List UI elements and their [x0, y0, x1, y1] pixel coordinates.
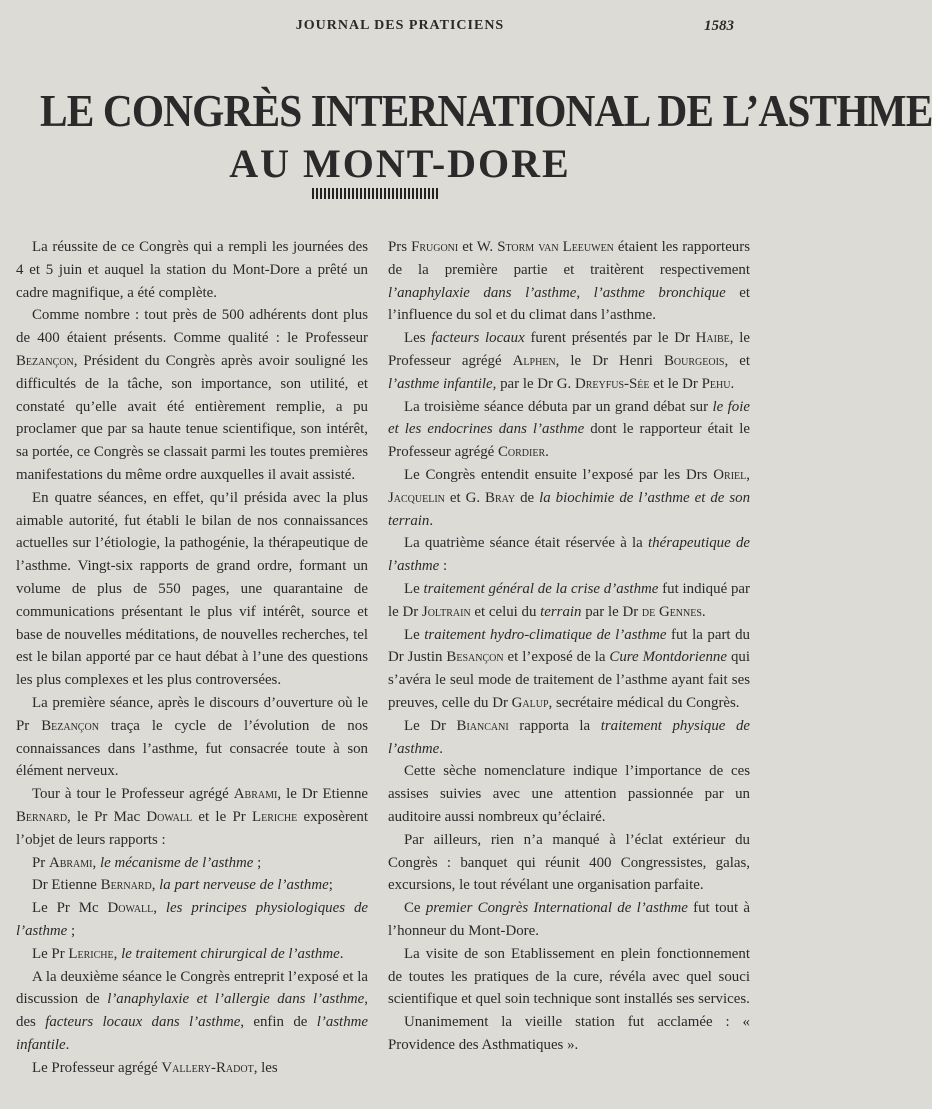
- paragraph: Le traitement général de la crise d’asthme fut indiqué par le Dr Joltrain et celui du terrain par le Dr de Gennes.: [388, 580, 750, 620]
- list-item: Pr Abrami, le mécanisme de l’asthme ;: [32, 854, 262, 871]
- list-item: Dr Etienne Bernard, la part nerveuse de l’asthme;: [32, 877, 333, 894]
- paragraph: Tour à tour le Professeur agrégé Abrami, le Dr Etienne Bernard, le Pr Mac Dowall et le Pr Leriche exposèrent l’objet de leurs rapports :: [16, 786, 369, 848]
- title-ornament-rule: [312, 188, 440, 199]
- paragraph: Le Dr Biancani rapporta la traitement physique de l’asthme.: [388, 717, 750, 757]
- paragraph: La visite de son Etablissement en plein fonctionnement de toutes les pratiques de la cure, révéla avec quel souci scientifique et quel soin technique sont installés ses services.: [388, 945, 750, 1008]
- article-title-line-2: AU MONT-DORE: [229, 141, 571, 186]
- left-column: [16, 236, 368, 1096]
- paragraph: Ce premier Congrès International de l’asthme fut tout à l’honneur du Mont-Dore.: [388, 900, 750, 939]
- paragraph: Cette sèche nomenclature indique l’importance de ces assises suivies avec une attention passionnée par un auditoire aussi nombreux qu’éclairé.: [388, 763, 750, 825]
- list-item: Le Pr Leriche, le traitement chirurgical de l’asthme.: [32, 945, 344, 962]
- page-number: 1583: [704, 18, 734, 34]
- list-item: Le Pr Mc Dowall, les principes physiologiques de l’asthme ;: [16, 900, 368, 939]
- paragraph: La quatrième séance était réservée à la thérapeutique de l’asthme :: [388, 535, 750, 575]
- article-title-line-1: LE CONGRÈS INTERNATIONAL DE L’ASTHME: [40, 85, 932, 136]
- journal-title: JOURNAL DES PRATICIENS: [295, 18, 505, 33]
- running-header: [0, 18, 800, 40]
- paragraph: Le traitement hydro-climatique de l’asthme fut la part du Dr Justin Besançon et l’exposé de la Cure Montdorienne qui s’avéra le seul mode de traitement de l’asthme ayant fait ses preuves, celle du Dr Galup, secrétaire médical du Congrès.: [388, 626, 750, 711]
- paragraph: La première séance, après le discours d’ouverture où le Pr Bezançon traça le cycle de l’évolution de nos connaissances dans l’asthme, fut consacrée toute à son élément nerveux.: [16, 694, 368, 780]
- paragraph: Unanimement la vieille station fut acclamée : « Providence des Asthmatiques ».: [388, 1014, 750, 1053]
- paragraph: La réussite de ce Congrès qui a rempli les journées des 4 et 5 juin et auquel la station du Mont-Dore a prêté un cadre magnifique, a été complète.: [16, 239, 368, 301]
- paragraph: La troisième séance débuta par un grand débat sur le foie et les endocrines dans l’asthme dont le rapporteur était le Professeur agrégé Cordier.: [388, 398, 750, 461]
- paragraph: Prs Frugoni et W. Storm van Leeuwen étaient les rapporteurs de la première partie et traitèrent respectivement l’anaphylaxie dans l’asthme, l’asthme bronchique et l’influence du sol et du climat dans l’asthme.: [388, 239, 750, 324]
- paragraph: Comme nombre : tout près de 500 adhérents dont plus de 400 étaient présents. Comme qualité : le Professeur Bezançon, Président du Congrès après avoir souligné les difficultés de la tâche, son importance, son utilité, et constaté qu’elle avait été entièrement remplie, a pu proclamer que par sa haute tenue scientifique, son intérêt, sa portée, ce Congrès se classait parmi les toutes premières manifestations du même ordre auxquelles il avait assisté.: [16, 307, 368, 483]
- paragraph: Par ailleurs, rien n’a manqué à l’éclat extérieur du Congrès : banquet qui réunit 400 Congressistes, galas, excursions, le tout révélant une organisation parfaite.: [388, 831, 750, 894]
- paragraph: En quatre séances, en effet, qu’il présida avec la plus aimable autorité, fut établi le bilan de nos connaissances actuelles sur l’étiologie, la pathogénie, la thérapeutique de l’asthme. Vingt-six rapports de grand ordre, formant un volume de plus de 550 pages, une quarantaine de communications présentant le plus vif intérêt, source et base de nouvelles méditations, de nouvelles recherches, tel est le bilan apporté par ce haut débat à l’une des questions les plus complexes et les plus controversées.: [16, 489, 368, 689]
- paragraph: Le Professeur agrégé Vallery-Radot, les: [32, 1059, 278, 1076]
- paragraph: Le Congrès entendit ensuite l’exposé par les Drs Oriel, Jacquelin et G. Bray de la biochimie de l’asthme et de son terrain.: [388, 466, 751, 529]
- paragraph: Les facteurs locaux furent présentés par le Dr Haibe, le Professeur agrégé Alphen, le Dr Henri Bourgeois, et l’asthme infantile, par le Dr G. Dreyfus-Sée et le Dr Pehu.: [388, 330, 750, 392]
- paragraph: A la deuxième séance le Congrès entreprit l’exposé et la discussion de l’anaphylaxie et l’allergie dans l’asthme, des facteurs locaux dans l’asthme, enfin de l’asthme infantile.: [16, 968, 368, 1053]
- right-column: [388, 236, 750, 1096]
